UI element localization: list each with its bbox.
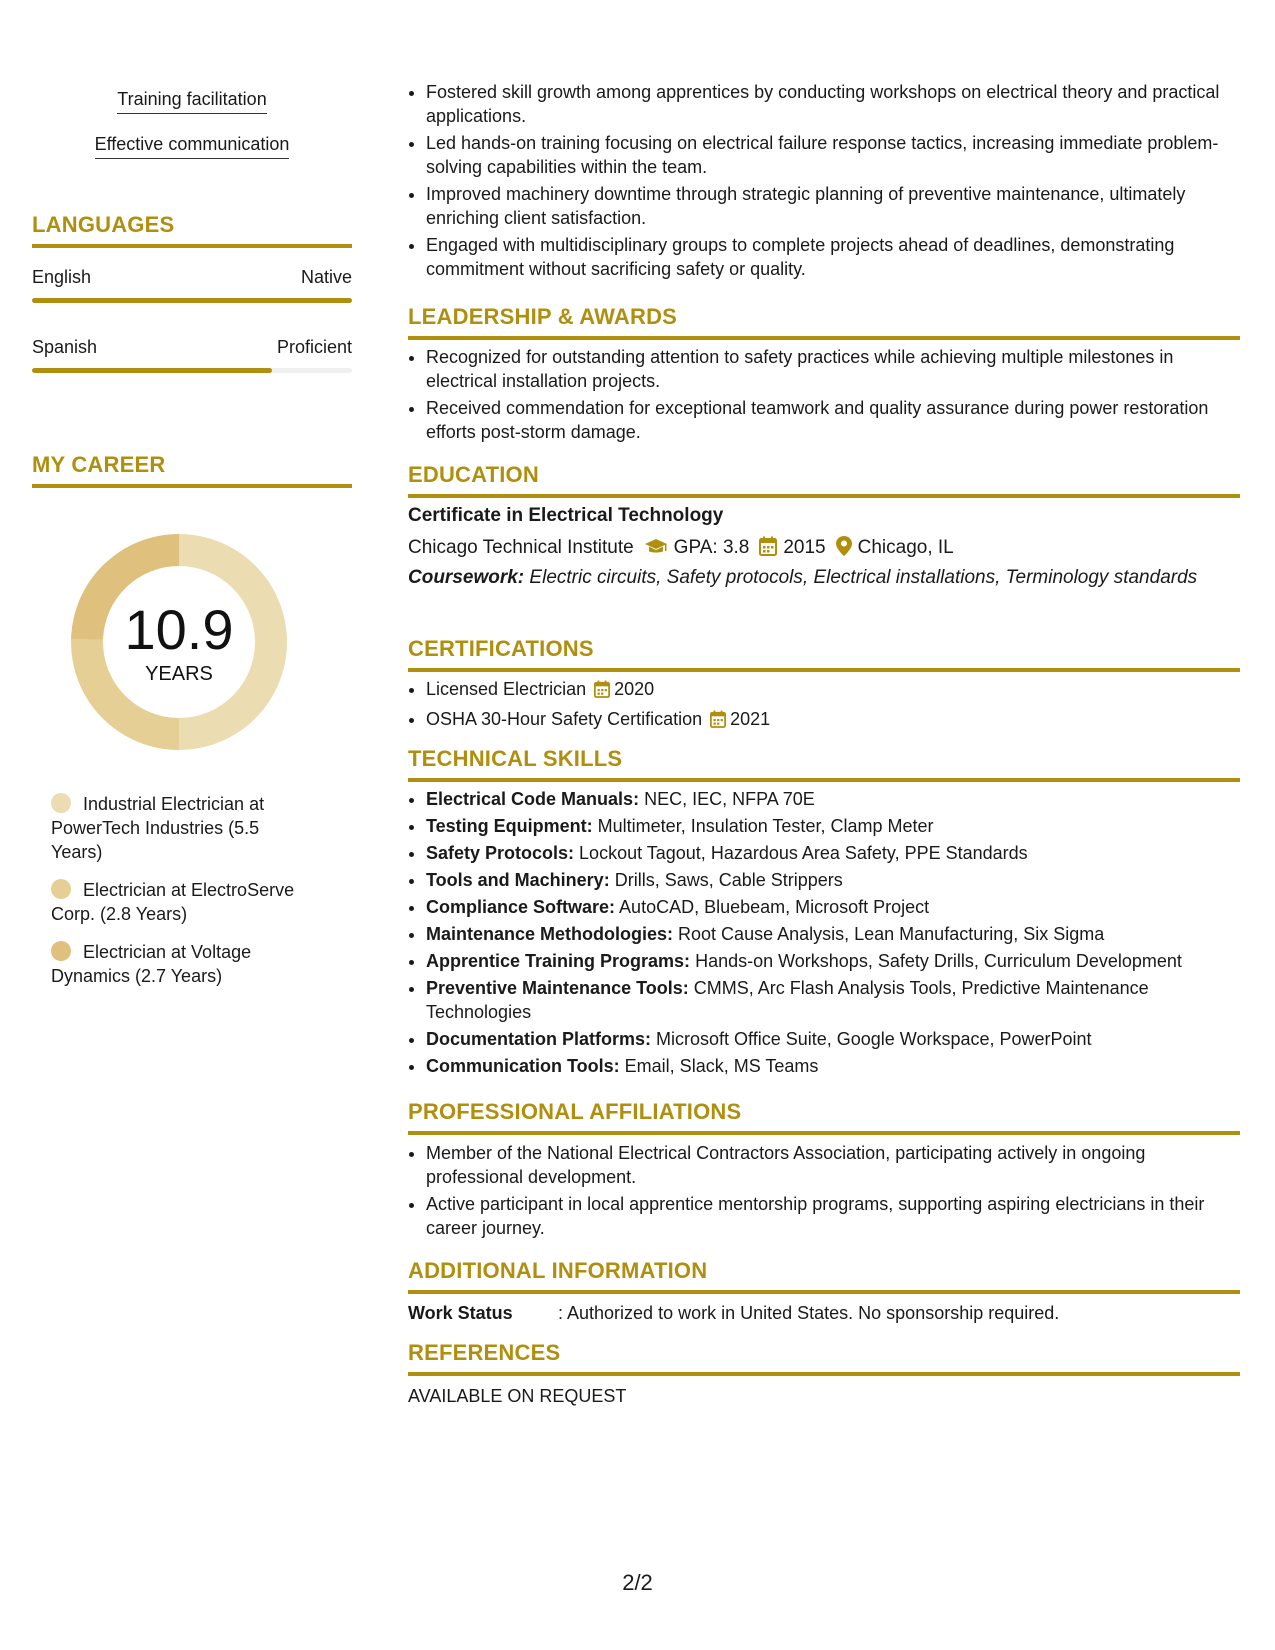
legend-dot <box>51 793 71 813</box>
list-item: • Improved machinery downtime through strategic planning of preventive maintenance, ultimately enriching client satisfaction. <box>426 182 1240 230</box>
career-donut-chart <box>67 530 291 754</box>
affiliations-list <box>408 1141 1240 1243</box>
skill-tag: Effective communication <box>32 133 352 159</box>
list-item: • Electrical Code Manuals: NEC, IEC, NFPA 70E <box>426 787 1240 811</box>
education-coursework <box>408 566 1210 590</box>
calendar-icon <box>710 710 726 734</box>
list-item: • Apprentice Training Programs: Hands-on Workshops, Safety Drills, Curriculum Development <box>426 949 1240 973</box>
calendar-icon <box>594 680 610 704</box>
additional-info-heading: ADDITIONAL INFORMATION <box>408 1258 1240 1294</box>
education-details <box>408 536 954 563</box>
list-item: • Testing Equipment: Multimeter, Insulation Tester, Clamp Meter <box>426 814 1240 838</box>
calendar-icon <box>759 536 777 563</box>
language-bar <box>32 298 352 303</box>
technical-skills-list <box>408 787 1240 1081</box>
education-degree: Certificate in Electrical Technology <box>408 505 724 526</box>
education-gpa: GPA: 3.8 <box>673 537 750 558</box>
references-heading: REFERENCES <box>408 1340 1240 1376</box>
career-total-years: 10.9 <box>124 598 234 661</box>
leadership-list <box>408 345 1240 447</box>
references-text: AVAILABLE ON REQUEST <box>408 1386 627 1406</box>
page-number: 2/2 <box>622 1570 653 1595</box>
list-item: • Preventive Maintenance Tools: CMMS, Arc Flash Analysis Tools, Predictive Maintenance Technologies <box>426 976 1240 1024</box>
language-bar-fill <box>32 298 352 303</box>
work-status-row <box>408 1302 1059 1324</box>
languages-heading: LANGUAGES <box>32 212 352 248</box>
education-school: Chicago Technical Institute <box>408 537 634 558</box>
list-item: • Fostered skill growth among apprentices by conducting workshops on electrical theory and practical applications. <box>426 80 1240 128</box>
technical-skills-heading: TECHNICAL SKILLS <box>408 746 1240 782</box>
coursework-label: Coursework: <box>408 567 525 588</box>
location-pin-icon <box>836 536 852 563</box>
list-item: • Tools and Machinery: Drills, Saws, Cable Strippers <box>426 868 1240 892</box>
education-heading: EDUCATION <box>408 462 1240 498</box>
certification-item: • OSHA 30-Hour Safety Certification 2021 <box>426 707 1240 734</box>
list-item: • Compliance Software: AutoCAD, Bluebeam, Microsoft Project <box>426 895 1240 919</box>
list-item: • Safety Protocols: Lockout Tagout, Hazardous Area Safety, PPE Standards <box>426 841 1240 865</box>
graduation-cap-icon <box>644 538 668 563</box>
education-year: 2015 <box>783 537 826 558</box>
career-legend-item: Electrician at Voltage Dynamics (2.7 Years) <box>51 942 252 986</box>
career-heading: MY CAREER <box>32 452 352 488</box>
certifications-list <box>408 677 1240 737</box>
coursework-text: Electric circuits, Safety protocols, Electrical installations, Terminology standards <box>524 567 1198 588</box>
list-item: • Received commendation for exceptional teamwork and quality assurance during power restoration efforts post-storm damage. <box>426 396 1240 444</box>
list-item: • Recognized for outstanding attention to safety practices while achieving multiple milestones in electrical installation projects. <box>426 345 1240 393</box>
career-legend-item: Industrial Electrician at PowerTech Industries (5.5 Years) <box>51 794 265 862</box>
list-item: • Documentation Platforms: Microsoft Office Suite, Google Workspace, PowerPoint <box>426 1027 1240 1051</box>
language-bar-fill <box>32 368 272 373</box>
language-name: English <box>32 267 92 287</box>
leadership-heading: LEADERSHIP & AWARDS <box>408 304 1240 340</box>
certifications-heading: CERTIFICATIONS <box>408 636 1240 672</box>
language-level: Native <box>300 267 352 287</box>
list-item: • Member of the National Electrical Contractors Association, participating actively in ongoing professional development. <box>426 1141 1240 1189</box>
list-item: • Led hands-on training focusing on electrical failure response tactics, increasing immediate problem-solving capabilities within the team. <box>426 131 1240 179</box>
work-status-label: Work Status <box>408 1303 513 1323</box>
list-item: • Maintenance Methodologies: Root Cause Analysis, Lean Manufacturing, Six Sigma <box>426 922 1240 946</box>
career-legend-item: Electrician at ElectroServe Corp. (2.8 Years) <box>51 880 295 924</box>
skill-tag: Training facilitation <box>32 88 352 114</box>
education-location: Chicago, IL <box>857 537 954 558</box>
language-level: Proficient <box>276 337 352 357</box>
work-status-value: : Authorized to work in United States. No sponsorship required. <box>558 1303 1060 1323</box>
experience-bullets <box>408 80 1240 284</box>
language-bar <box>32 368 352 373</box>
list-item: • Active participant in local apprentice mentorship programs, supporting aspiring electricians in their career journey. <box>426 1192 1240 1240</box>
affiliations-heading: PROFESSIONAL AFFILIATIONS <box>408 1099 1240 1135</box>
list-item: • Engaged with multidisciplinary groups to complete projects ahead of deadlines, demonstrating commitment without sacrificing safety or quality. <box>426 233 1240 281</box>
language-name: Spanish <box>32 337 98 357</box>
legend-dot <box>51 879 71 899</box>
certification-item: • Licensed Electrician 2020 <box>426 677 1240 704</box>
career-total-unit: YEARS <box>145 663 213 685</box>
legend-dot <box>51 941 71 961</box>
list-item: • Communication Tools: Email, Slack, MS Teams <box>426 1054 1240 1078</box>
